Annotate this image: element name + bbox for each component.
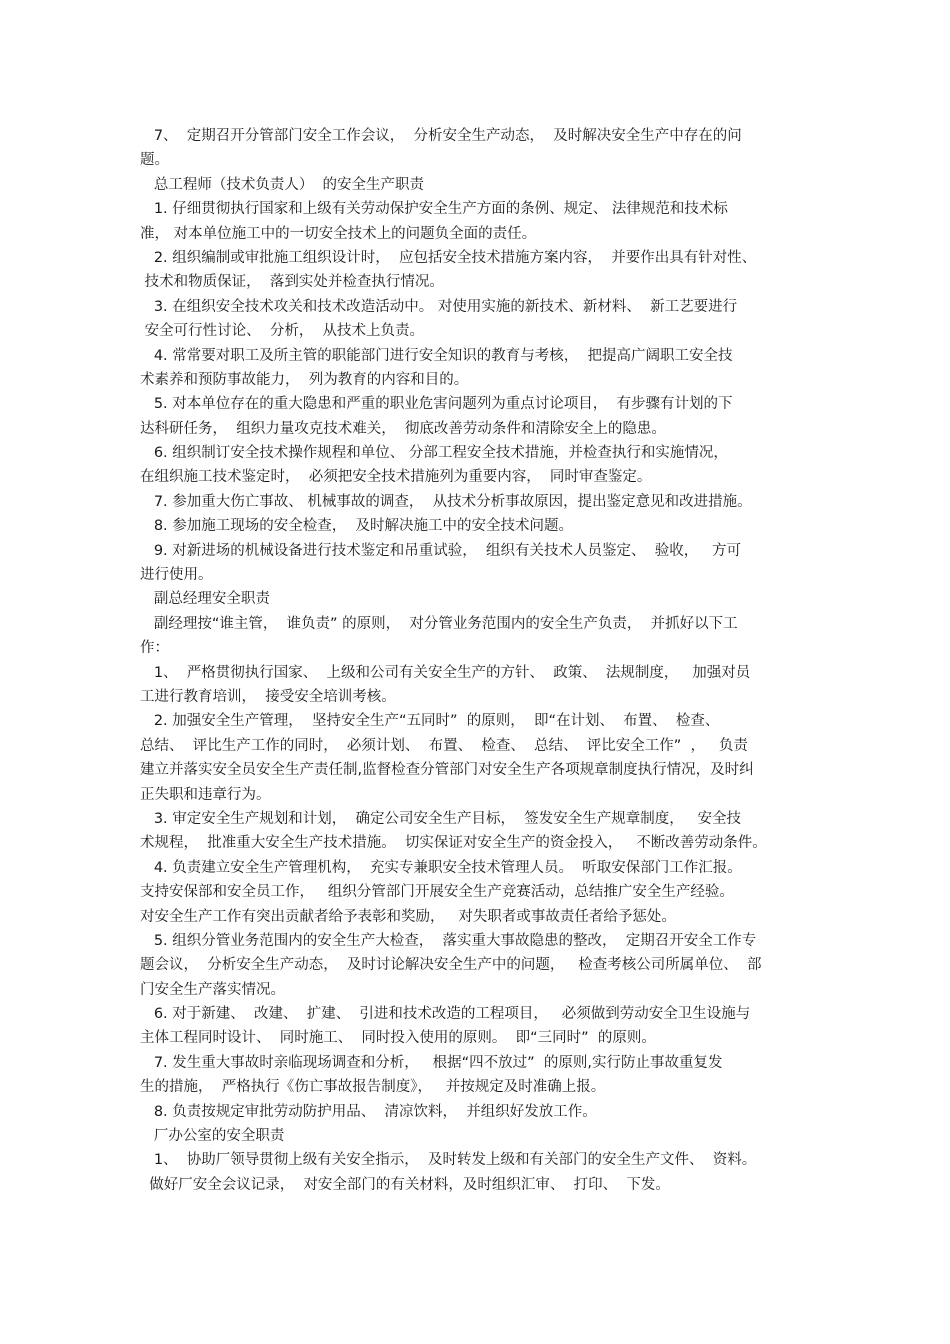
- text-line: 做好厂安全会议记录， 对安全部门的有关材料，及时组织汇审、 打印、 下发。: [140, 1176, 670, 1193]
- text-line: 副总经理安全职责: [140, 591, 270, 608]
- text-line: 术规程， 批准重大安全生产技术措施。 切实保证对安全生产的资金投入， 不断改善劳动条件。: [140, 835, 767, 852]
- text-line: 5. 对本单位存在的重大隐患和严重的职业危害问题列为重点讨论项目， 有步骤有计划的下: [140, 396, 733, 413]
- text-line: 正失职和违章行为。: [140, 786, 271, 803]
- text-line: 技术和物质保证， 落到实处并检查执行情况。: [140, 274, 444, 291]
- text-line: 6. 组织制订安全技术操作规程和单位、 分部工程安全技术措施，并检查执行和实施情况，: [140, 445, 728, 462]
- text-line: 1、 协助厂领导贯彻上级有关安全指示， 及时转发上级和有关部门的安全生产文件、 资料。: [140, 1152, 757, 1169]
- text-line: 7. 发生重大事故时亲临现场调查和分析， 根据“四不放过” 的原则,实行防止事故重复发: [140, 1054, 723, 1071]
- text-line: 8. 负责按规定审批劳动防护用品、 清凉饮料， 并组织好发放工作。: [140, 1103, 597, 1120]
- document-body: [140, 124, 830, 1197]
- text-line: 1. 仔细贯彻执行国家和上级有关劳动保护安全生产方面的条例、规定、 法律规范和技术标: [140, 201, 728, 218]
- text-line: 题会议， 分析安全生产动态， 及时讨论解决安全生产中的问题， 检查考核公司所属单位、 部: [140, 957, 762, 974]
- text-line: 对安全生产工作有突出贡献者给予表彰和奖励， 对失职者或事故责任者给予惩处。: [140, 908, 676, 925]
- text-line: 工进行教育培训， 接受安全培训考核。: [140, 688, 396, 705]
- text-line: 5. 组织分管业务范围内的安全生产大检查， 落实重大事故隐患的整改， 定期召开安全工作专: [140, 932, 757, 949]
- text-line: 安全可行性讨论、 分析， 从技术上负责。: [140, 323, 425, 340]
- text-line: 7. 参加重大伤亡事故、 机械事故的调查， 从技术分析事故原因，提出鉴定意见和改进措施。: [140, 493, 752, 510]
- text-line: 术素养和预防事故能力， 列为教育的内容和目的。: [140, 371, 469, 388]
- text-line: 3. 在组织安全技术攻关和技术改造活动中。 对使用实施的新技术、新材料、 新工艺要进行: [140, 298, 738, 315]
- text-line: 门安全生产落实情况。: [140, 981, 285, 998]
- text-line: 1、 严格贯彻执行国家、 上级和公司有关安全生产的方针、 政策、 法规制度， 加强对员: [140, 664, 751, 681]
- text-line: 在组织施工技术鉴定时， 必须把安全技术措施列为重要内容， 同时审查鉴定。: [140, 469, 652, 486]
- text-line: 4. 负责建立安全生产管理机构， 充实专兼职安全技术管理人员。 听取安保部门工作汇报。: [140, 859, 742, 876]
- text-line: 7、 定期召开分管部门安全工作会议， 分析安全生产动态， 及时解决安全生产中存在的问: [140, 128, 742, 144]
- text-line: 2. 加强安全生产管理， 坚持安全生产“五同时” 的原则， 即“在计划、 布置、 检查、: [140, 713, 720, 730]
- text-line: 进行使用。: [140, 567, 213, 584]
- text-line: 总结、 评比生产工作的同时， 必须计划、 布置、 检查、 总结、 评比安全工作” ， 负责: [140, 737, 748, 754]
- text-line: 作：: [140, 640, 169, 657]
- text-line: 达科研任务， 组织力量攻克技术难关， 彻底改善劳动条件和清除安全上的隐患。: [140, 420, 666, 437]
- text-line: 准， 对本单位施工中的一切安全技术上的问题负全面的责任。: [140, 225, 537, 242]
- text-line: 6. 对于新建、 改建、 扩建、 引进和技术改造的工程项目， 必须做到劳动安全卫生设施与: [140, 1006, 751, 1023]
- text-line: 4. 常常要对职工及所主管的职能部门进行安全知识的教育与考核， 把提高广阔职工安全技: [140, 347, 733, 364]
- text-line: 3. 审定安全生产规划和计划， 确定公司安全生产目标， 签发安全生产规章制度， 安全技: [140, 810, 742, 827]
- text-line: 生的措施， 严格执行《伤亡事故报告制度》， 并按规定及时准确上报。: [140, 1079, 606, 1096]
- text-line: 2. 组织编制或审批施工组织设计时， 应包括安全技术措施方案内容， 并要作出具有针对性、: [140, 249, 757, 266]
- text-line: 题。: [140, 152, 169, 169]
- text-line: 副经理按“谁主管， 谁负责” 的原则， 对分管业务范围内的安全生产负责， 并抓好以下工: [140, 615, 738, 632]
- text-line: 厂办公室的安全职责: [140, 1128, 285, 1145]
- text-line: 8. 参加施工现场的安全检查， 及时解决施工中的安全技术问题。: [140, 518, 573, 535]
- text-line: 9. 对新进场的机械设备进行技术鉴定和吊重试验， 组织有关技术人员鉴定、 验收， 方可: [140, 542, 742, 559]
- text-line: 主体工程同时设计、 同时施工、 同时投入使用的原则。 即“三同时” 的原则。: [140, 1030, 656, 1047]
- text-line: 建立并落实安全员安全生产责任制,监督检查分管部门对安全生产各项规章制度执行情况，及时纠: [140, 762, 754, 779]
- text-line: 支持安保部和安全员工作， 组织分管部门开展安全生产竞赛活动，总结推广安全生产经验。: [140, 884, 734, 901]
- text-line: 总工程师（技术负责人） 的安全生产职责: [140, 176, 425, 193]
